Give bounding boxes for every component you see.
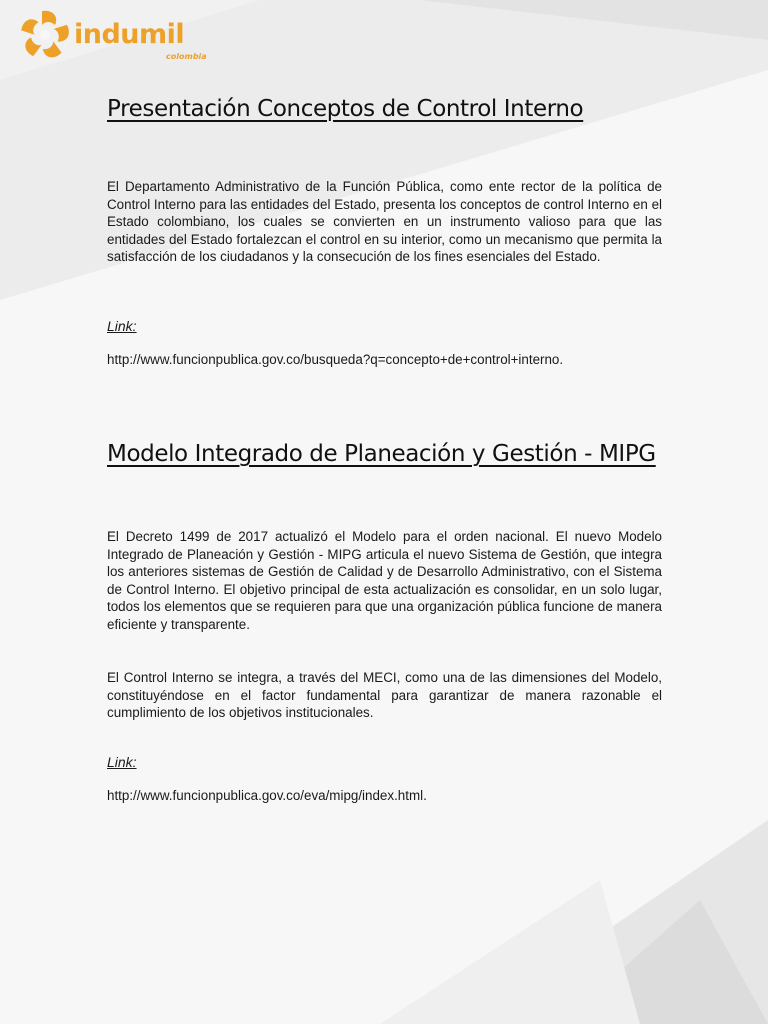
logo-wordmark: indumil [74, 19, 185, 50]
section1-link-label: Link: [107, 318, 137, 334]
section2-title: Modelo Integrado de Planeación y Gestión - MIPG [107, 441, 656, 467]
section1-paragraph: El Departamento Administrativo de la Función Pública, como ente rector de la política de Control Interno para las entidades del Estado, presenta los conceptos de control Interno en el Estado colombiano, los cuales se convierten en un instrumento valioso para que las entidades del Estado fortalezcan el control en su interior, como un mecanismo que permita la satisfacción de los ciudadanos y la consecución de los fines esenciales del Estado. [107, 179, 662, 265]
indumil-logo [18, 8, 218, 68]
section1-title: Presentación Conceptos de Control Interno [107, 96, 584, 122]
logo-subtitle: colombia [166, 52, 207, 61]
section2-url-link[interactable]: http://www.funcionpublica.gov.co/eva/mipg/index.html. [107, 788, 427, 803]
section2-paragraph-2: El Control Interno se integra, a través del MECI, como una de las dimensiones del Modelo, constituyéndose en el factor fundamental para garantizar de manera razonable el cumplimiento de los objetivos institucionales. [107, 670, 662, 721]
section2-paragraph-1: El Decreto 1499 de 2017 actualizó el Modelo para el orden nacional. El nuevo Modelo Integrado de Planeación y Gestión - MIPG articula el nuevo Sistema de Gestión, que integra los anteriores sistemas de Gestión de Calidad y de Desarrollo Administrativo, con el Sistema de Control Interno. El objetivo principal de esta actualización es consolidar, en un solo lugar, todos los elementos que se requieren para que una organización pública funcione de manera eficiente y transparente. [107, 529, 662, 632]
indumil-emblem-icon [18, 8, 72, 62]
section1-url-link[interactable]: http://www.funcionpublica.gov.co/busqueda?q=concepto+de+control+interno. [107, 352, 564, 367]
section2-link-label: Link: [107, 754, 137, 770]
